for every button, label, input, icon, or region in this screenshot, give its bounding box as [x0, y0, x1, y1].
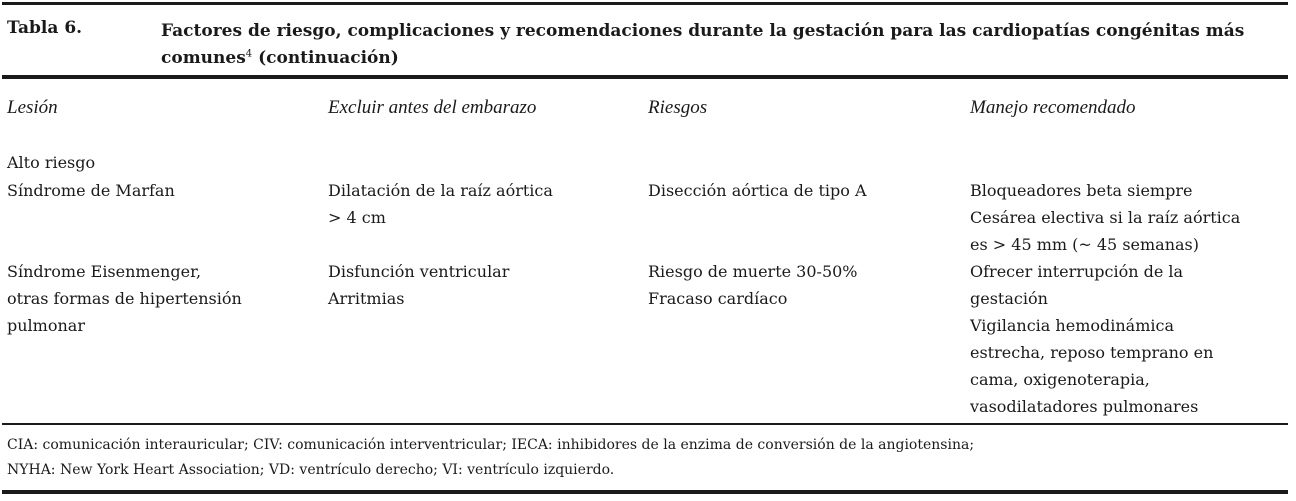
cell-line: es > 45 mm (~ 45 semanas) — [970, 235, 1199, 254]
table-top-rule — [2, 2, 1288, 5]
cell-line: Disección aórtica de tipo A — [648, 181, 867, 200]
cell-line: gestación — [970, 289, 1048, 308]
footnote-line: CIA: comunicación interauricular; CIV: comunicación interventricular; IECA: inhibidores de la enzima de conversión de la angiotensina; — [7, 437, 975, 453]
cell-line: Cesárea electiva si la raíz aórtica — [970, 208, 1241, 227]
column-header-manejo: Manejo recomendado — [970, 97, 1136, 118]
cell-line: Arritmias — [328, 289, 405, 308]
table-row-marfan-lesion — [7, 177, 175, 204]
table-row-marfan-excluir — [328, 177, 553, 231]
cell-line: pulmonar — [7, 316, 85, 335]
table-title-suffix: (continuación) — [252, 48, 399, 68]
cell-line: cama, oxigenoterapia, — [970, 370, 1150, 389]
cell-line: Dilatación de la raíz aórtica — [328, 181, 553, 200]
table-row-marfan-manejo — [970, 177, 1240, 258]
cell-line: Bloqueadores beta siempre — [970, 181, 1193, 200]
table-row-marfan-riesgos — [648, 177, 867, 204]
table-title-reference: 4 — [245, 48, 253, 60]
cell-line: estrecha, reposo temprano en — [970, 343, 1214, 362]
cell-line: Riesgo de muerte 30-50% — [648, 262, 858, 281]
cell-line: otras formas de hipertensión — [7, 289, 242, 308]
title-bottom-rule — [2, 75, 1288, 79]
cell-line: > 4 cm — [328, 208, 386, 227]
column-header-excluir: Excluir antes del embarazo — [328, 97, 537, 118]
footnote-line: NYHA: New York Heart Association; VD: ventrículo derecho; VI: ventrículo izquierdo. — [7, 462, 615, 478]
cell-line: Vigilancia hemodinámica — [970, 316, 1174, 335]
column-header-riesgos: Riesgos — [648, 97, 708, 118]
table-title-main: Factores de riesgo, complicaciones y recomendaciones durante la gestación para las cardiopatías congénitas más comunes — [161, 21, 1245, 68]
table-footnote — [7, 433, 974, 483]
table-row-eisenmenger-manejo — [970, 258, 1213, 420]
table-body-bottom-rule — [2, 423, 1288, 425]
table-row-eisenmenger-riesgos — [648, 258, 858, 312]
cell-line: Síndrome de Marfan — [7, 181, 175, 200]
table-end-rule — [2, 490, 1288, 494]
cell-line: Síndrome Eisenmenger, — [7, 262, 202, 281]
cell-line: Ofrecer interrupción de la — [970, 262, 1184, 281]
table-row-eisenmenger-lesion — [7, 258, 242, 339]
column-header-lesion: Lesión — [7, 97, 58, 118]
section-label-alto-riesgo: Alto riesgo — [7, 153, 96, 172]
cell-line: Fracaso cardíaco — [648, 289, 788, 308]
table-label: Tabla 6. — [7, 18, 83, 38]
table-row-eisenmenger-excluir — [328, 258, 509, 312]
cell-line: Disfunción ventricular — [328, 262, 510, 281]
cell-line: vasodilatadores pulmonares — [970, 397, 1199, 416]
table-title — [161, 18, 1286, 72]
